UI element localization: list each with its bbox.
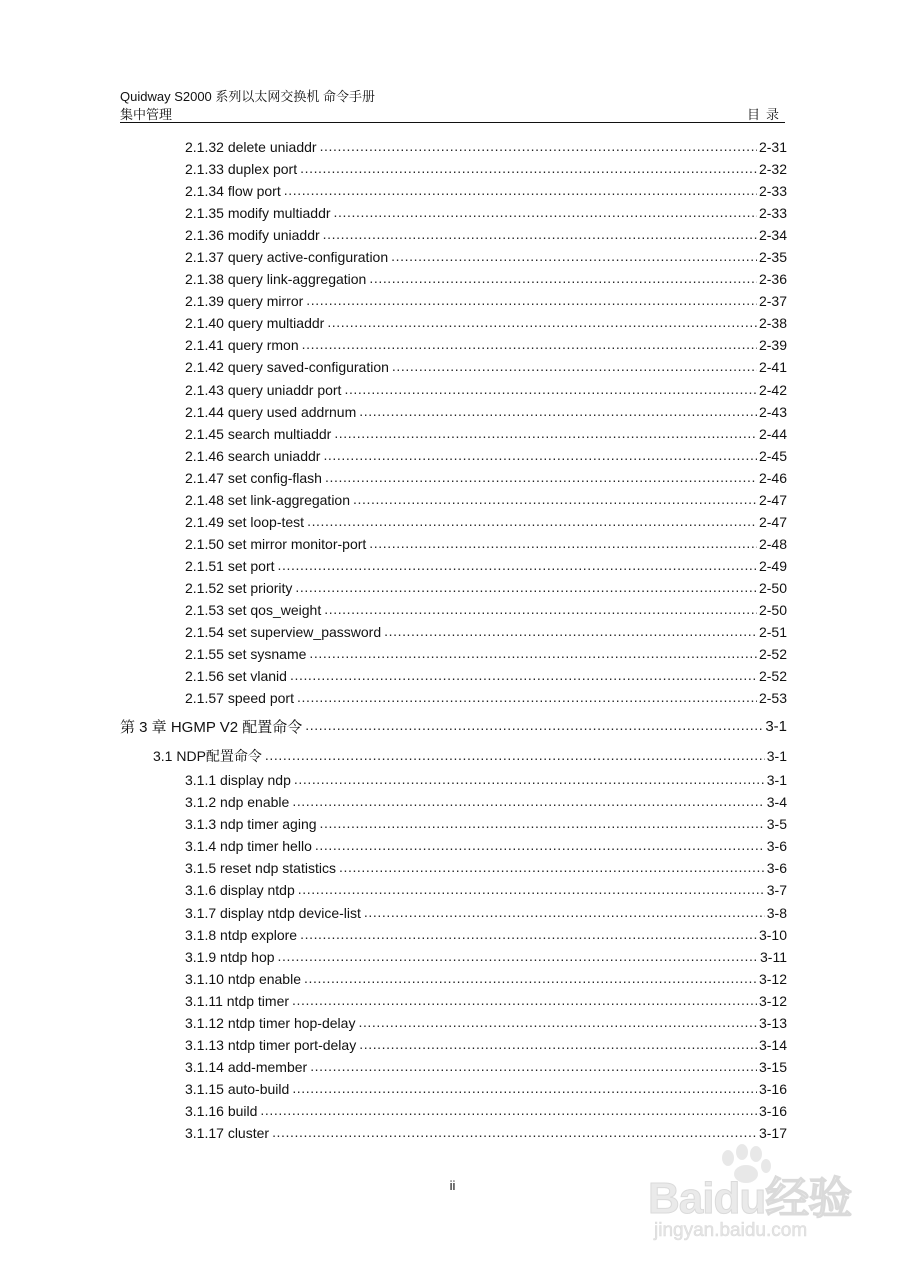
toc-dot-leader bbox=[298, 882, 765, 898]
toc-entry-page: 2-52 bbox=[758, 646, 787, 663]
toc-entry-title: 2.1.50 set mirror monitor-port bbox=[185, 535, 367, 552]
header-rule bbox=[120, 122, 785, 123]
toc-entry-page: 2-53 bbox=[758, 690, 787, 707]
toc-entry-page: 2-35 bbox=[758, 249, 787, 266]
toc-entry-page: 2-42 bbox=[758, 381, 787, 398]
toc-entry[interactable] bbox=[0, 665, 905, 687]
toc-dot-leader bbox=[292, 1081, 757, 1097]
toc-entry-page: 2-38 bbox=[758, 315, 787, 332]
toc-entry-page: 3-5 bbox=[766, 816, 787, 833]
toc-entry-page: 2-52 bbox=[758, 668, 787, 685]
toc-entry-title: 3.1.2 ndp enable bbox=[185, 794, 290, 811]
toc-dot-leader bbox=[358, 1015, 757, 1031]
toc-entry-title: 2.1.47 set config-flash bbox=[185, 469, 322, 486]
toc-entry-title: 3.1.10 ntdp enable bbox=[185, 970, 301, 987]
toc-entry-page: 2-34 bbox=[758, 227, 787, 244]
toc-entry-page: 3-12 bbox=[758, 992, 787, 1009]
toc-entry-page: 2-39 bbox=[758, 337, 787, 354]
toc-entry[interactable] bbox=[0, 467, 905, 489]
toc-entry-title: 2.1.56 set vlanid bbox=[185, 668, 287, 685]
toc-dot-leader bbox=[278, 558, 757, 574]
toc-entry[interactable] bbox=[0, 621, 905, 643]
toc-entry-title: 3.1.4 ndp timer hello bbox=[185, 838, 312, 855]
toc-entry-title: 2.1.46 search uniaddr bbox=[185, 447, 321, 464]
toc-entry[interactable] bbox=[0, 769, 905, 791]
toc-dot-leader bbox=[292, 794, 764, 810]
toc-dot-leader bbox=[339, 860, 765, 876]
toc-entry-page: 2-51 bbox=[758, 624, 787, 641]
toc-entry-title: 2.1.39 query mirror bbox=[185, 293, 304, 310]
toc-entry-page: 2-47 bbox=[758, 513, 787, 530]
toc-dot-leader bbox=[320, 816, 765, 832]
toc-entry[interactable] bbox=[0, 577, 905, 599]
toc-entry-title: 3.1.3 ndp timer aging bbox=[185, 816, 317, 833]
toc-entry[interactable] bbox=[0, 356, 905, 378]
toc-entry[interactable] bbox=[0, 158, 905, 180]
toc-entry-page: 2-45 bbox=[758, 447, 787, 464]
toc-entry-title: 3.1.13 ntdp timer port-delay bbox=[185, 1036, 357, 1053]
toc-entry-page: 3-10 bbox=[758, 926, 787, 943]
toc-entry-title: 3.1.17 cluster bbox=[185, 1124, 270, 1141]
toc-entry-title: 2.1.55 set sysname bbox=[185, 646, 307, 663]
toc-entry-title: 3.1.12 ntdp timer hop-delay bbox=[185, 1014, 356, 1031]
toc-entry[interactable] bbox=[0, 224, 905, 246]
toc-entry-title: 2.1.38 query link-aggregation bbox=[185, 271, 367, 288]
toc-dot-leader bbox=[369, 271, 757, 287]
toc-entry[interactable] bbox=[0, 902, 905, 924]
toc-entry-page: 3-1 bbox=[765, 717, 787, 735]
toc-entry-page: 3-14 bbox=[758, 1036, 787, 1053]
toc-dot-leader bbox=[310, 1059, 757, 1075]
toc-entry[interactable] bbox=[0, 1056, 905, 1078]
toc-entry-title: 3.1.8 ntdp explore bbox=[185, 926, 298, 943]
toc-entry[interactable] bbox=[0, 290, 905, 312]
toc-entry[interactable] bbox=[0, 423, 905, 445]
table-of-contents bbox=[0, 136, 905, 1144]
toc-entry-page: 2-31 bbox=[758, 139, 787, 156]
toc-entry[interactable] bbox=[0, 1078, 905, 1100]
toc-dot-leader bbox=[334, 426, 757, 442]
toc-entry-title: 2.1.41 query rmon bbox=[185, 337, 299, 354]
toc-entry[interactable] bbox=[0, 946, 905, 968]
toc-dot-leader bbox=[364, 905, 765, 921]
toc-entry-page: 3-16 bbox=[758, 1080, 787, 1097]
toc-entry[interactable] bbox=[0, 180, 905, 202]
toc-dot-leader bbox=[353, 492, 757, 508]
toc-entry[interactable] bbox=[0, 968, 905, 990]
toc-entry-page: 2-41 bbox=[758, 359, 787, 376]
toc-entry-title: 2.1.52 set priority bbox=[185, 579, 293, 596]
toc-entry-page: 2-33 bbox=[758, 205, 787, 222]
toc-dot-leader bbox=[300, 161, 757, 177]
toc-dot-leader bbox=[306, 293, 757, 309]
watermark-logo: Baidu经验 bbox=[648, 1174, 852, 1223]
toc-entry-title: 2.1.33 duplex port bbox=[185, 161, 298, 178]
toc-dot-leader bbox=[307, 514, 757, 530]
toc-entry-title: 2.1.51 set port bbox=[185, 557, 275, 574]
toc-entry-title: 3.1.11 ntdp timer bbox=[185, 992, 290, 1009]
toc-dot-leader bbox=[272, 1125, 757, 1141]
toc-entry-title: 2.1.49 set loop-test bbox=[185, 513, 305, 530]
toc-entry-page: 3-6 bbox=[766, 860, 787, 877]
toc-entry[interactable] bbox=[0, 709, 905, 743]
toc-entry-title: 2.1.48 set link-aggregation bbox=[185, 491, 350, 508]
toc-dot-leader bbox=[325, 470, 757, 486]
toc-entry-title: 2.1.36 modify uniaddr bbox=[185, 227, 320, 244]
toc-entry-page: 3-12 bbox=[758, 970, 787, 987]
toc-entry-title: 2.1.44 query used addrnum bbox=[185, 403, 357, 420]
toc-dot-leader bbox=[309, 646, 757, 662]
toc-entry[interactable] bbox=[0, 1034, 905, 1056]
toc-dot-leader bbox=[265, 748, 765, 764]
toc-entry-page: 3-1 bbox=[766, 772, 787, 789]
toc-entry-page: 3-1 bbox=[766, 748, 787, 765]
toc-entry-page: 2-43 bbox=[758, 403, 787, 420]
toc-entry-title: 第 3 章 HGMP V2 配置命令 bbox=[120, 718, 303, 736]
toc-entry-title: 3.1.16 build bbox=[185, 1102, 258, 1119]
toc-entry-page: 2-47 bbox=[758, 491, 787, 508]
toc-entry-title: 2.1.53 set qos_weight bbox=[185, 602, 322, 618]
toc-entry-title: 3.1.14 add-member bbox=[185, 1058, 308, 1075]
toc-entry-page: 3-4 bbox=[766, 794, 787, 811]
toc-entry[interactable] bbox=[0, 835, 905, 857]
toc-entry[interactable] bbox=[0, 990, 905, 1012]
toc-entry-page: 3-15 bbox=[758, 1058, 787, 1075]
toc-entry-page: 2-50 bbox=[758, 602, 787, 618]
toc-entry[interactable] bbox=[0, 687, 905, 709]
toc-entry[interactable] bbox=[0, 813, 905, 835]
toc-dot-leader bbox=[369, 536, 757, 552]
toc-dot-leader bbox=[384, 624, 757, 640]
toc-dot-leader bbox=[292, 993, 757, 1009]
header-toc-label: 目录 bbox=[746, 107, 785, 122]
toc-dot-leader bbox=[260, 1103, 757, 1119]
toc-entry-page: 2-37 bbox=[758, 293, 787, 310]
toc-entry[interactable] bbox=[0, 879, 905, 901]
toc-dot-leader bbox=[294, 772, 765, 788]
toc-entry-page: 3-6 bbox=[766, 838, 787, 855]
toc-entry-title: 2.1.54 set superview_password bbox=[185, 624, 382, 641]
toc-entry-title: 2.1.35 modify multiaddr bbox=[185, 205, 331, 222]
toc-entry-page: 3-13 bbox=[758, 1014, 787, 1031]
toc-entry-title: 2.1.45 search multiaddr bbox=[185, 425, 332, 442]
toc-entry-page: 3-17 bbox=[758, 1124, 787, 1141]
toc-entry[interactable] bbox=[0, 334, 905, 356]
toc-entry-page: 3-11 bbox=[760, 948, 787, 965]
toc-entry-page: 2-50 bbox=[758, 579, 787, 596]
header-title: Quidway S2000 系列以太网交换机 命令手册 bbox=[120, 89, 376, 104]
toc-dot-leader bbox=[320, 139, 757, 155]
toc-entry[interactable] bbox=[0, 555, 905, 577]
toc-entry[interactable] bbox=[0, 924, 905, 946]
toc-entry-title: 3.1.5 reset ndp statistics bbox=[185, 860, 336, 877]
toc-dot-leader bbox=[392, 359, 757, 375]
toc-entry-page: 2-48 bbox=[758, 535, 787, 552]
toc-entry-title: 3.1.9 ntdp hop bbox=[185, 948, 275, 965]
toc-entry-page: 2-32 bbox=[758, 161, 787, 178]
toc-entry[interactable] bbox=[0, 312, 905, 334]
toc-dot-leader bbox=[297, 690, 757, 706]
toc-entry[interactable] bbox=[0, 246, 905, 268]
watermark-url: jingyan.baidu.com bbox=[654, 1220, 808, 1241]
toc-entry-title: 2.1.34 flow port bbox=[185, 183, 281, 200]
toc-entry-page: 3-8 bbox=[766, 904, 787, 921]
toc-dot-leader bbox=[359, 1037, 757, 1053]
toc-entry[interactable] bbox=[0, 136, 905, 158]
toc-entry-page: 3-16 bbox=[758, 1102, 787, 1119]
toc-dot-leader bbox=[323, 448, 757, 464]
toc-dot-leader bbox=[290, 668, 757, 684]
baidu-watermark bbox=[640, 1140, 870, 1250]
toc-entry[interactable] bbox=[0, 857, 905, 879]
toc-dot-leader bbox=[327, 315, 757, 331]
toc-dot-leader bbox=[302, 337, 757, 353]
toc-entry-title: 2.1.40 query multiaddr bbox=[185, 315, 325, 332]
toc-entry[interactable] bbox=[0, 791, 905, 813]
toc-entry-title: 3.1.15 auto-build bbox=[185, 1080, 290, 1097]
toc-entry[interactable] bbox=[0, 599, 905, 621]
toc-dot-leader bbox=[284, 183, 757, 199]
toc-entry-title: 3.1.6 display ntdp bbox=[185, 882, 295, 899]
toc-entry[interactable] bbox=[0, 1100, 905, 1122]
toc-entry[interactable] bbox=[0, 268, 905, 290]
toc-entry[interactable] bbox=[0, 511, 905, 533]
toc-dot-leader bbox=[323, 227, 757, 243]
toc-entry-title: 2.1.42 query saved-configuration bbox=[185, 359, 389, 376]
toc-entry-title: 2.1.32 delete uniaddr bbox=[185, 139, 317, 156]
toc-dot-leader bbox=[359, 404, 757, 420]
toc-dot-leader bbox=[300, 927, 757, 943]
toc-entry-title: 3.1 NDP配置命令 bbox=[153, 748, 262, 765]
toc-dot-leader bbox=[344, 382, 757, 398]
toc-entry-title: 2.1.57 speed port bbox=[185, 690, 294, 707]
toc-entry-title: 3.1.7 display ntdp device-list bbox=[185, 904, 361, 921]
toc-entry-page: 2-46 bbox=[758, 469, 787, 486]
toc-entry[interactable] bbox=[0, 379, 905, 401]
toc-entry-title: 2.1.43 query uniaddr port bbox=[185, 381, 342, 398]
toc-entry-page: 2-33 bbox=[758, 183, 787, 200]
toc-entry-title: 2.1.37 query active-configuration bbox=[185, 249, 389, 266]
toc-dot-leader bbox=[334, 205, 757, 221]
toc-entry[interactable] bbox=[0, 743, 905, 769]
toc-entry[interactable] bbox=[0, 1012, 905, 1034]
toc-entry[interactable] bbox=[0, 643, 905, 665]
toc-entry-page: 3-7 bbox=[766, 882, 787, 899]
toc-dot-leader bbox=[304, 971, 757, 987]
toc-entry-title: 3.1.1 display ndp bbox=[185, 772, 291, 789]
toc-entry[interactable] bbox=[0, 445, 905, 467]
header-section: 集中管理 bbox=[120, 107, 173, 122]
toc-entry-page: 2-44 bbox=[758, 425, 787, 442]
toc-dot-leader bbox=[324, 602, 757, 618]
toc-dot-leader bbox=[305, 718, 763, 734]
toc-dot-leader bbox=[295, 580, 757, 596]
toc-entry[interactable] bbox=[0, 489, 905, 511]
toc-entry-page: 2-49 bbox=[758, 557, 787, 574]
toc-dot-leader bbox=[315, 838, 765, 854]
toc-dot-leader bbox=[278, 949, 758, 965]
toc-dot-leader bbox=[391, 249, 757, 265]
toc-entry[interactable] bbox=[0, 202, 905, 224]
page-number: ii bbox=[449, 1178, 456, 1193]
toc-entry-page: 2-36 bbox=[758, 271, 787, 288]
toc-entry[interactable] bbox=[0, 533, 905, 555]
toc-entry[interactable] bbox=[0, 401, 905, 423]
